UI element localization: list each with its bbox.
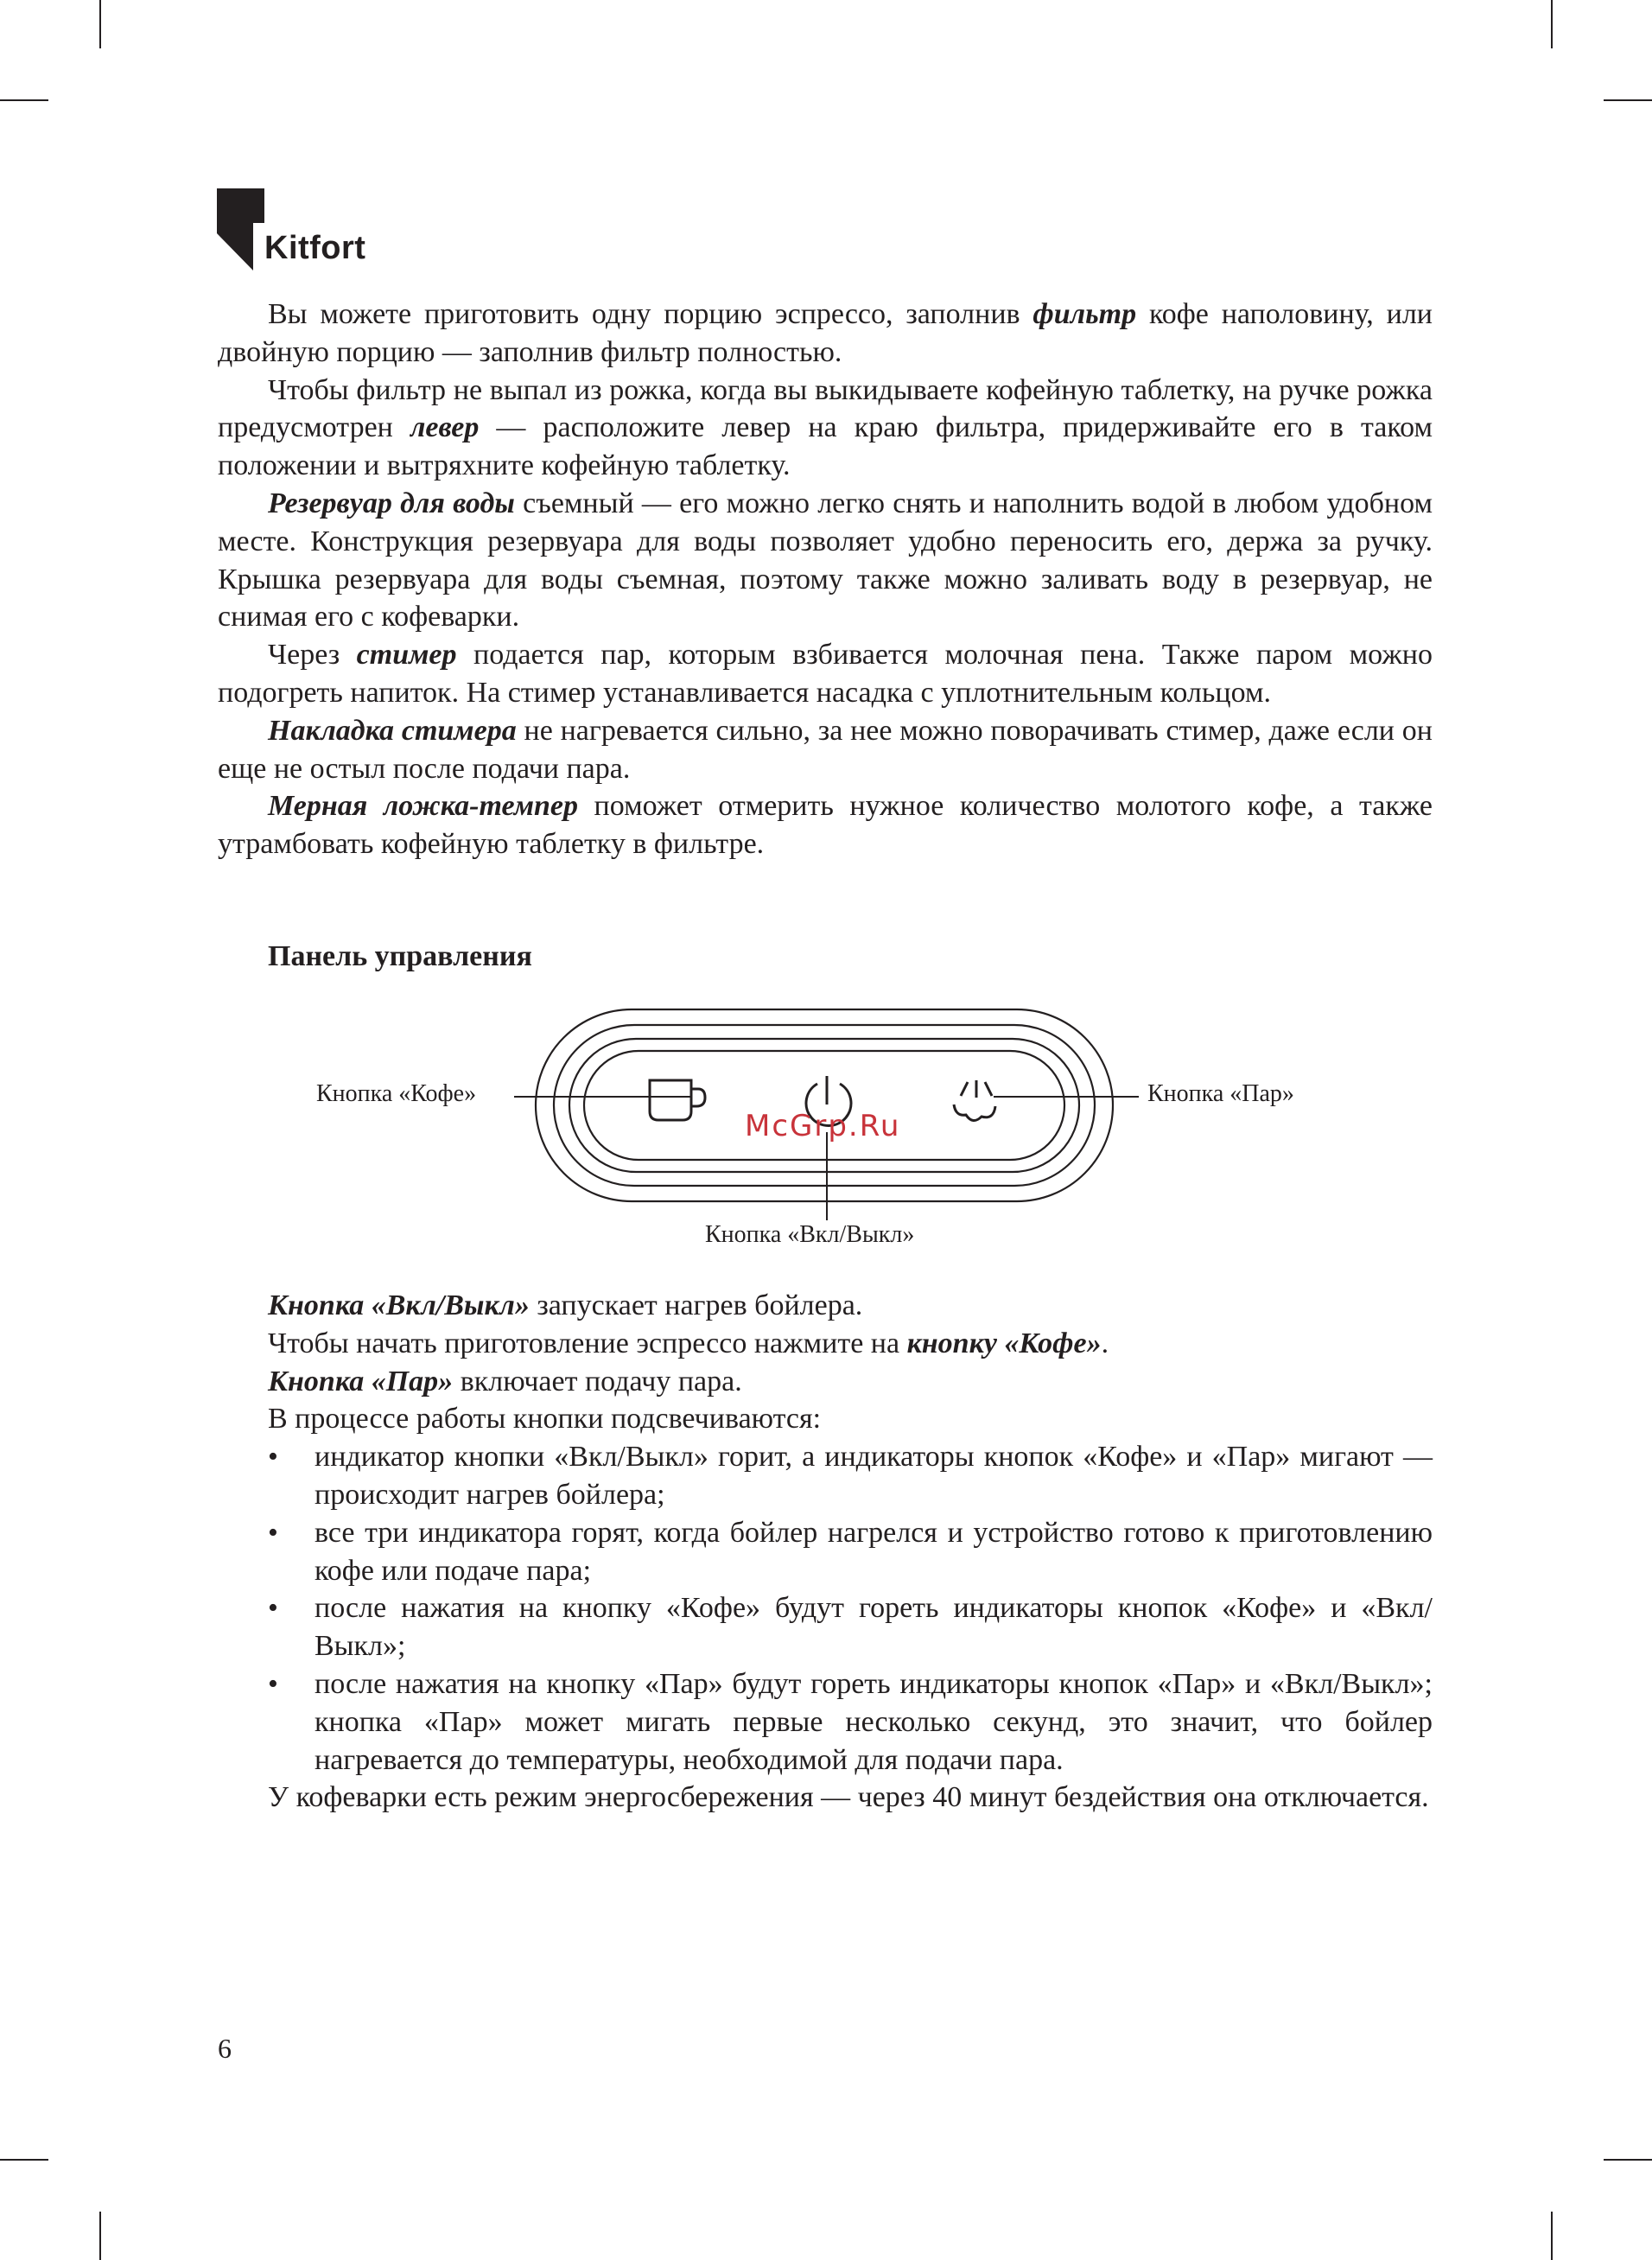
paragraph: [218, 372, 1433, 485]
bold-term: Резервуар для воды: [268, 487, 515, 519]
panel-heading: Панель управления: [268, 940, 532, 972]
text-run: .: [1101, 1327, 1109, 1359]
text-run: Чтобы фильтр не выпал из рожка, когда вы выкидываете кофейную таблетку, на ручке рожка предусмотрен: [218, 373, 1433, 444]
closing-paragraph: У кофеварки есть режим энергосбережения — через 40 минут бездействия она отключается.: [268, 1781, 1429, 1814]
label-coffee-button: Кнопка «Кофе»: [316, 1080, 477, 1107]
panel-outline-3: [569, 1039, 1079, 1172]
crop-mark: [1604, 99, 1652, 101]
list-item: • после нажатия на кнопку «Кофе» будут гореть индикаторы кнопок «Кофе» и «Вкл/Выкл»;: [218, 1589, 1433, 1665]
panel-outline-2: [554, 1025, 1095, 1186]
crop-mark: [99, 0, 101, 48]
bold-term: Кнопка «Вкл/Выкл»: [268, 1289, 530, 1321]
text-run: не нагревается сильно, за нее можно поворачивать стимер, даже если он еще не остыл после подачи пара.: [218, 714, 1433, 785]
steam-icon: [954, 1080, 995, 1121]
crop-mark: [99, 2212, 101, 2260]
text-run: запускает нагрев бойлера.: [529, 1289, 863, 1321]
bold-term: Накладка стимера: [268, 714, 517, 747]
text-line: [218, 1325, 1433, 1363]
text-run: Вы можете приготовить одну порцию эспрессо, заполнив: [268, 298, 1033, 330]
crop-mark: [1551, 2212, 1553, 2260]
text-line: [218, 1400, 1433, 1438]
intro-text: [218, 296, 1433, 863]
paragraph: [218, 485, 1433, 636]
bold-term: фильтр: [1032, 298, 1137, 330]
panel-outline-inner: [584, 1051, 1064, 1160]
label-steam-button: Кнопка «Пар»: [1147, 1080, 1294, 1107]
text-run: В процессе работы кнопки подсвечиваются:: [268, 1403, 822, 1436]
panel-description: [218, 1287, 1433, 1817]
crop-mark: [1551, 0, 1553, 48]
bold-term: кнопку «Кофе»: [906, 1327, 1102, 1359]
crop-mark: [1604, 2159, 1652, 2161]
text-run: подается пар, которым взбивается молочная пена. Также паром можно подогреть напиток. На стимер устанавливается насадка с уплотнительным кольцом.: [218, 639, 1433, 709]
bold-term: стимер: [356, 639, 457, 672]
text-run: — расположите левер на краю фильтра, придерживайте его в таком положении и вытряхните кофейную таблетку.: [218, 411, 1433, 482]
bold-term: левер: [410, 411, 480, 444]
text-line: [218, 1363, 1433, 1401]
text-run: Чтобы начать приготовление эспрессо нажмите на: [268, 1327, 907, 1359]
paragraph: [218, 296, 1433, 372]
paragraph: [218, 787, 1433, 863]
brand-name: Kitfort: [264, 230, 366, 266]
bold-term: Мерная ложка-темпер: [268, 790, 578, 823]
text-run: поможет отмерить нужное количество молотого кофе, а также утрамбовать кофейную таблетку в фильтре.: [218, 790, 1433, 861]
list-item: • после нажатия на кнопку «Пар» будут гореть индикаторы кнопок «Пар» и «Вкл/Выкл»; кнопка «Пар» может мигать первые несколько секунд, это значит, что бойлер нагревается до температуры, необходимой для подачи пара.: [218, 1665, 1433, 1779]
text-run: кофе наполовину, или двойную порцию — заполнив фильтр полностью.: [218, 298, 1433, 368]
cup-icon: [650, 1080, 705, 1120]
paragraph: [218, 712, 1433, 788]
after-lines: [218, 1287, 1433, 1438]
bold-term: Кнопка «Пар»: [268, 1365, 454, 1397]
text-line: [218, 1287, 1433, 1325]
list-item: • индикатор кнопки «Вкл/Выкл» горит, а индикаторы кнопок «Кофе» и «Пар» мигают — происходит нагрев бойлера;: [218, 1438, 1433, 1514]
text-run: включает подачу пара.: [453, 1365, 742, 1397]
crop-mark: [0, 99, 48, 101]
paragraph: [218, 636, 1433, 712]
indicator-bullet-list: [218, 1438, 1433, 1779]
label-power-button: Кнопка «Вкл/Выкл»: [705, 1221, 915, 1248]
text-run: съемный — его можно легко снять и наполнить водой в любом удобном месте. Конструкция резервуара для воды позволяет удобно переносить его, держа за ручку. Крышка резервуара для воды съемная, поэтому также можно заливать воду в резервуар, не снимая его с кофеварки.: [218, 487, 1433, 633]
text-run: Через: [268, 639, 357, 672]
watermark: McGrp.Ru: [745, 1109, 901, 1143]
list-item: • все три индикатора горят, когда бойлер нагрелся и устройство готово к приготовлению кофе или подаче пара;: [218, 1514, 1433, 1590]
page-number: 6: [218, 2033, 232, 2064]
crop-mark: [0, 2159, 48, 2161]
